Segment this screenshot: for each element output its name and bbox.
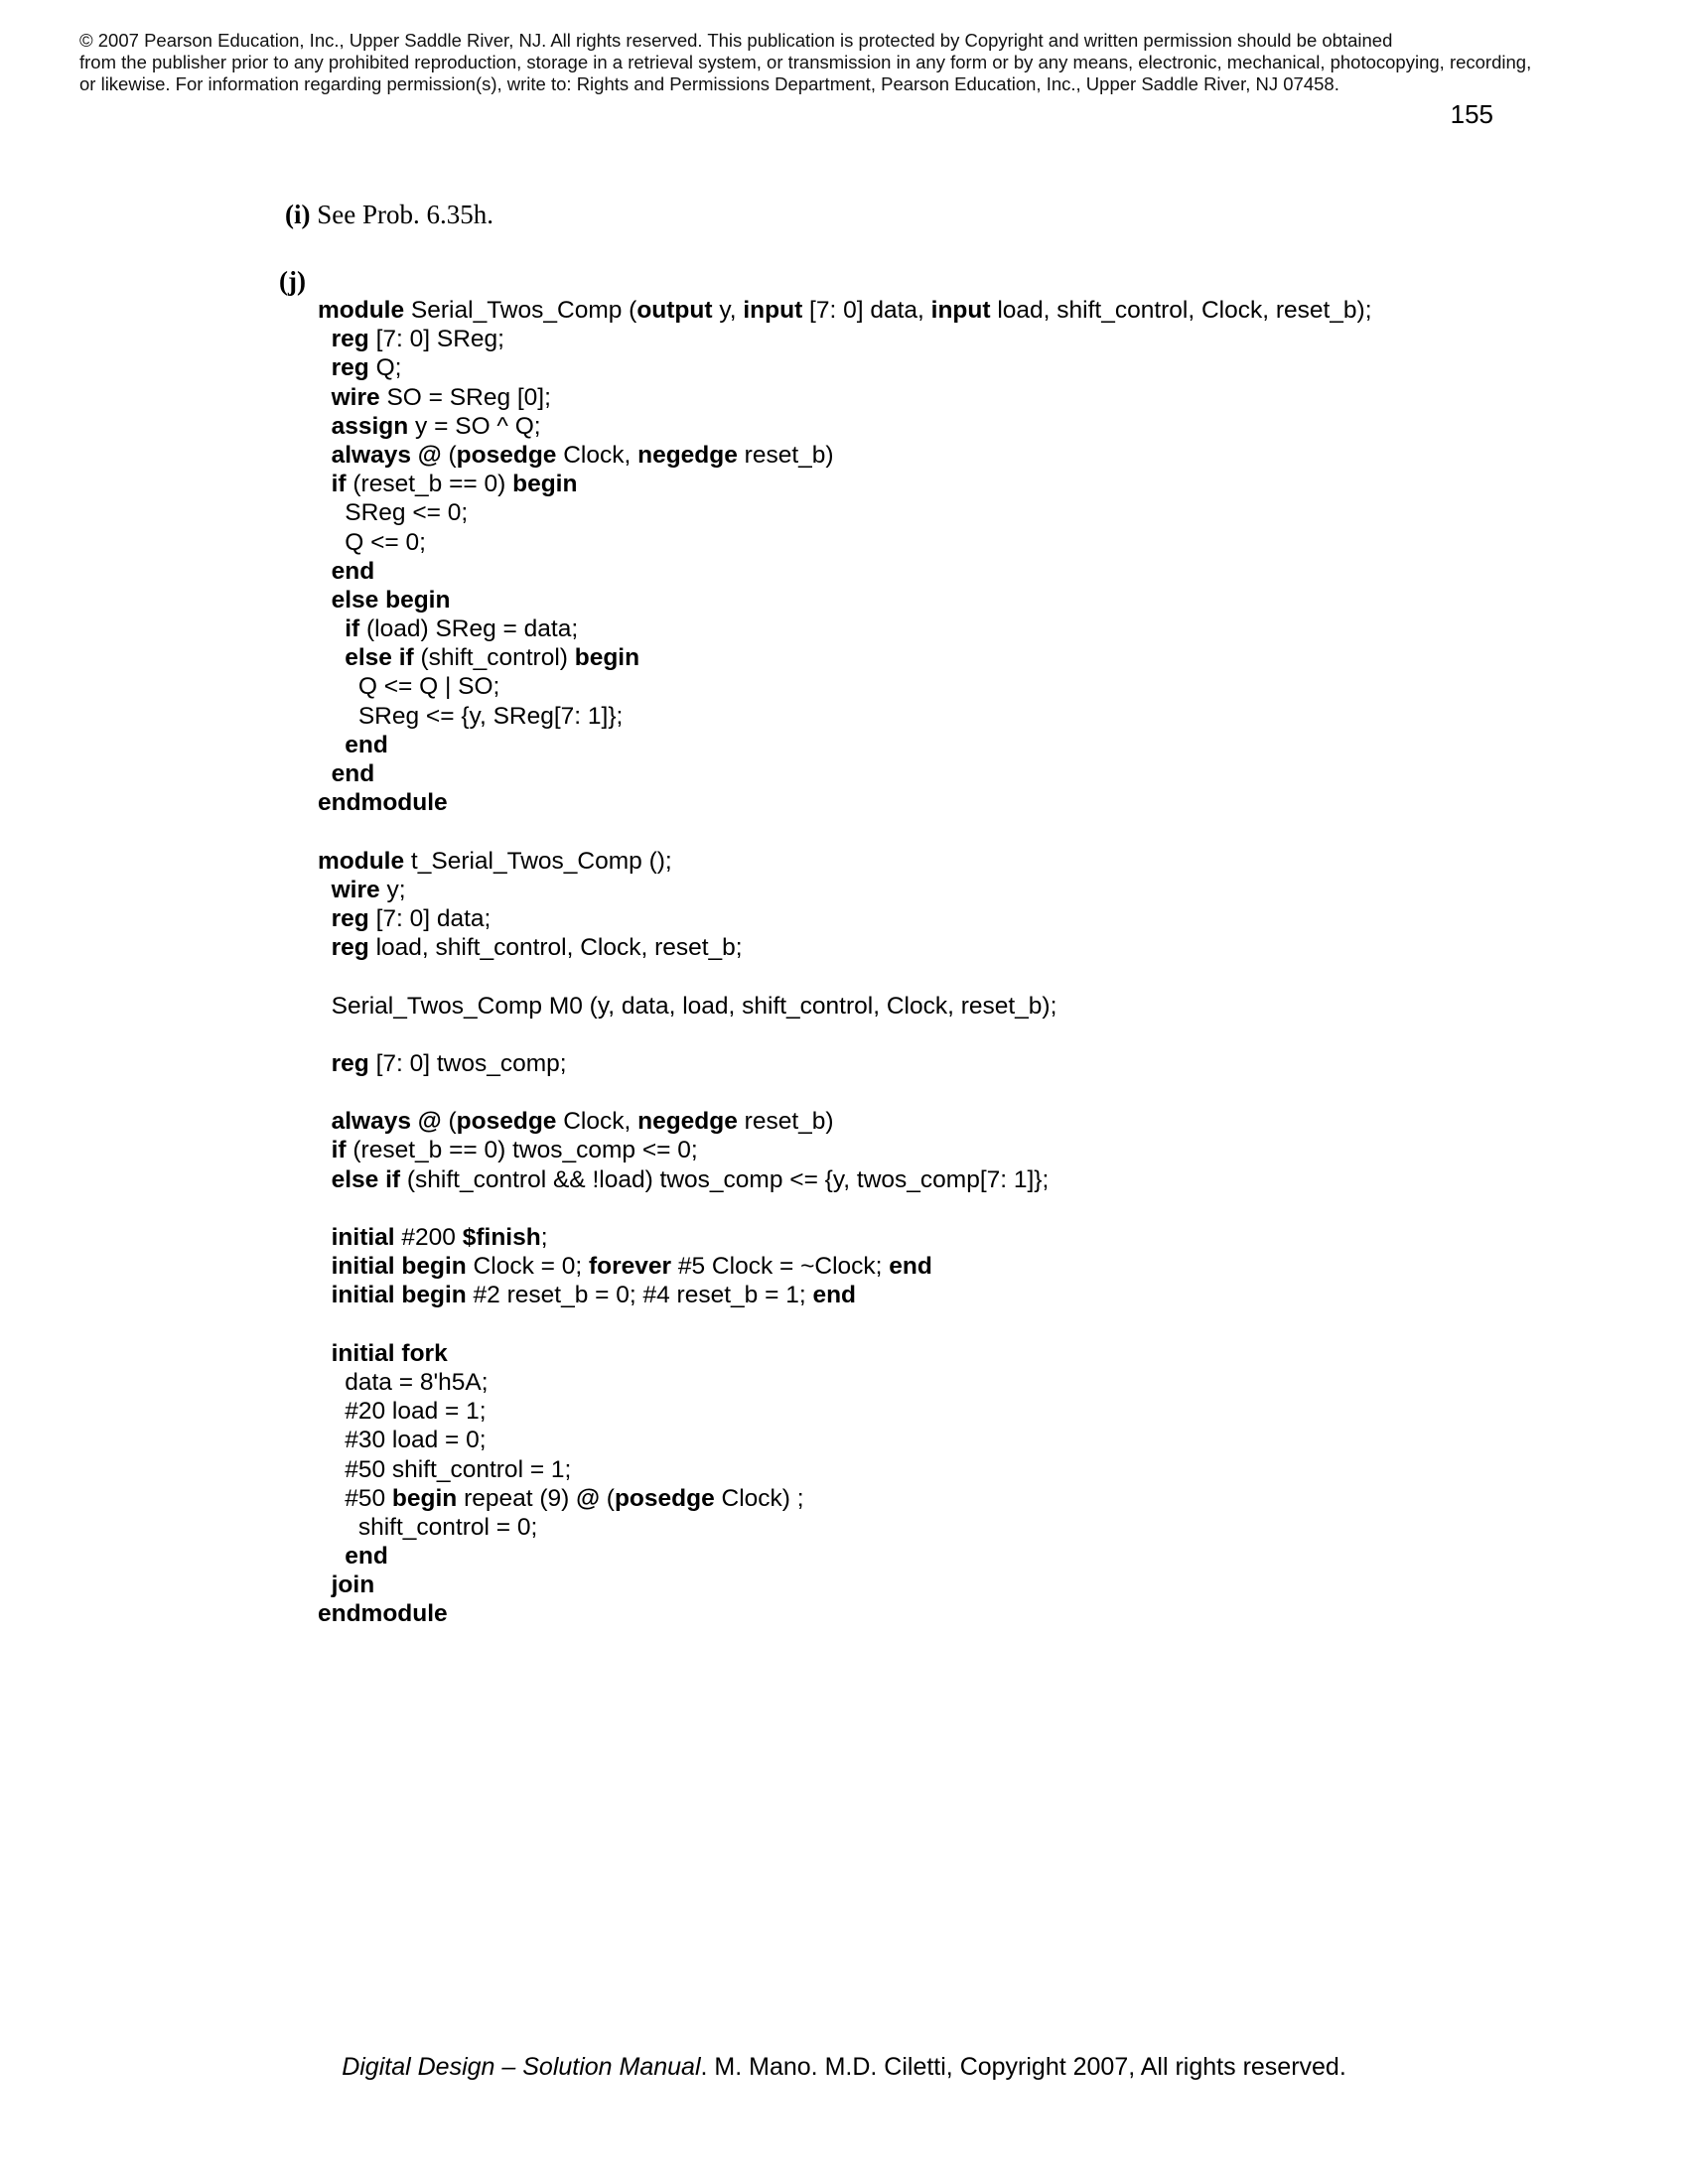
code-text: #5 Clock = ~Clock; [671,1253,890,1281]
footer-title: Digital Design – Solution Manual [342,2053,701,2081]
part-j-label: (j) [279,266,306,296]
code-line [318,643,1372,672]
code-text [318,413,332,440]
code-line [318,528,1372,557]
code-line [318,1107,1372,1136]
code-line [318,1281,1372,1309]
code-line [318,1223,1372,1252]
code-keyword: negedge [637,1108,738,1136]
code-keyword: initial begin [331,1282,467,1309]
code-keyword: initial fork [331,1339,448,1367]
code-line [318,962,1372,991]
code-line [318,1194,1372,1223]
code-line [318,498,1372,527]
code-keyword: posedge [614,1484,715,1512]
code-text: Clock, [556,1108,638,1136]
code-text: Clock, [556,441,638,469]
code-text: [7: 0] data; [368,904,492,932]
code-keyword: module [318,847,405,875]
code-line [318,1165,1372,1194]
code-text: load, shift_control, Clock, reset_b); [990,297,1372,324]
code-text: [7: 0] twos_comp; [368,1049,567,1077]
code-line [318,383,1372,412]
code-text: SReg <= 0; [318,499,469,527]
code-line [318,876,1372,904]
code-text [318,905,332,932]
code-text: SO = SReg [0]; [379,383,551,411]
page-footer [0,2052,1688,2082]
code-keyword: end [889,1253,932,1281]
code-text: Clock = 0; [466,1253,589,1281]
code-line [318,1136,1372,1164]
code-keyword: $finish [462,1224,541,1251]
code-text: #50 shift_control = 1; [318,1455,572,1483]
code-keyword: negedge [637,441,738,469]
code-line [318,1426,1372,1454]
code-keyword: begin [574,644,640,672]
code-text [318,384,332,411]
code-keyword: reg [331,326,369,353]
code-text [318,644,345,671]
code-keyword: posedge [456,441,557,469]
code-text: [7: 0] SReg; [368,326,504,353]
code-keyword: input [930,297,991,324]
part-i-label: (i) [285,200,311,229]
code-keyword: assign [331,412,409,440]
code-text: ( [441,441,457,469]
code-keyword: endmodule [318,1600,448,1628]
code-line [318,1021,1372,1049]
code-text [318,442,332,469]
code-text [318,615,345,642]
code-text [318,1050,332,1077]
code-keyword: @ [576,1484,600,1512]
code-keyword: always @ [331,1108,442,1136]
code-line [318,904,1372,933]
code-line [318,1484,1372,1513]
code-text: ( [600,1484,615,1512]
code-keyword: reg [331,904,369,932]
code-line [318,992,1372,1021]
code-keyword: end [345,731,388,758]
code-keyword: end [331,557,375,585]
code-text [318,354,332,381]
code-text [318,1166,332,1193]
code-line [318,586,1372,614]
code-line [318,1078,1372,1107]
code-keyword: else if [345,644,414,672]
code-text: load, shift_control, Clock, reset_b; [368,934,743,962]
code-line [318,1570,1372,1599]
code-text: Q <= Q | SO; [318,673,500,701]
code-keyword: input [743,297,803,324]
code-line [318,1542,1372,1570]
footer-rest: . M. Mano. M.D. Ciletti, Copyright 2007, All rights reserved. [700,2053,1346,2081]
code-line [318,470,1372,498]
code-line [318,1339,1372,1368]
code-keyword: if [331,471,347,498]
code-text: Serial_Twos_Comp M0 (y, data, load, shift_control, Clock, reset_b); [318,992,1057,1020]
code-text: #20 load = 1; [318,1398,487,1426]
code-line [318,325,1372,353]
code-line [318,817,1372,846]
code-text: y = SO ^ Q; [408,412,541,440]
code-keyword: end [345,1543,388,1570]
code-line [318,759,1372,788]
code-text: #2 reset_b = 0; #4 reset_b = 1; [466,1282,813,1309]
code-text [318,1543,345,1570]
code-keyword: begin [512,471,578,498]
code-text: t_Serial_Twos_Comp (); [404,847,672,875]
code-text [318,558,332,585]
code-keyword: join [331,1571,375,1599]
code-line [318,557,1372,586]
code-text: [7: 0] data, [802,297,931,324]
page-number: 155 [1450,99,1493,129]
code-keyword: if [345,615,360,643]
code-text: y; [379,876,406,903]
code-keyword: wire [331,383,380,411]
code-keyword: reg [331,934,369,962]
code-line [318,847,1372,876]
code-keyword: if [331,1137,347,1164]
code-text: ( [441,1108,457,1136]
code-keyword: else begin [331,586,451,614]
code-text: #200 [394,1224,463,1251]
code-line [318,1049,1372,1078]
code-keyword: initial [331,1224,395,1251]
code-line [318,441,1372,470]
code-line [318,933,1372,962]
part-i [285,199,493,230]
code-line [318,1310,1372,1339]
code-text: y, [712,297,744,324]
copyright-line: © 2007 Pearson Education, Inc., Upper Saddle River, NJ. All rights reserved. This publication is protected by Copyright and written permission should be obtained [79,30,1393,51]
code-text: shift_control = 0; [318,1513,538,1541]
code-line [318,353,1372,382]
code-keyword: reg [331,1049,369,1077]
code-keyword: output [636,297,713,324]
code-text: reset_b) [737,1108,834,1136]
code-text [318,877,332,903]
code-text: SReg <= {y, SReg[7: 1]}; [318,702,624,730]
copyright-notice [79,30,1628,95]
code-text [318,1282,332,1308]
code-line [318,702,1372,731]
code-text: repeat (9) [457,1484,577,1512]
verilog-code-block [318,296,1372,1629]
code-keyword: wire [331,876,380,903]
code-text [318,471,332,497]
code-text: (shift_control) [413,644,575,672]
code-text: Q; [368,354,402,382]
code-line [318,1368,1372,1397]
code-keyword: else if [331,1165,401,1193]
code-keyword: forever [588,1253,672,1281]
code-text [318,934,332,961]
code-line [318,1252,1372,1281]
copyright-line: from the publisher prior to any prohibited reproduction, storage in a retrieval system, or transmission in any form or by any means, electronic, mechanical, photocopying, recording, [79,52,1532,72]
code-line [318,731,1372,759]
code-keyword: module [318,297,405,324]
code-line [318,614,1372,643]
code-text [318,760,332,787]
code-text [318,326,332,352]
code-text: (shift_control && !load) twos_comp <= {y, twos_comp[7: 1]}; [400,1165,1050,1193]
code-line [318,1455,1372,1484]
code-text: Clock) ; [714,1484,804,1512]
code-line [318,1397,1372,1426]
code-text: (reset_b == 0) twos_comp <= 0; [346,1137,698,1164]
code-text: Q <= 0; [318,528,426,556]
code-text: #50 [318,1484,392,1512]
code-keyword: endmodule [318,789,448,817]
code-text [318,732,345,758]
code-line [318,788,1372,817]
code-keyword: end [331,760,375,787]
code-text [318,1108,332,1135]
code-text [318,1253,332,1280]
code-line [318,412,1372,441]
code-line [318,296,1372,325]
code-text [318,587,332,614]
code-text: Serial_Twos_Comp ( [404,297,637,324]
code-text [318,1340,332,1367]
code-text [318,1571,332,1598]
code-keyword: always @ [331,441,442,469]
code-line [318,1513,1372,1542]
code-keyword: begin [391,1484,458,1512]
code-line [318,1599,1372,1628]
code-line [318,672,1372,701]
code-keyword: posedge [456,1108,557,1136]
code-text: ; [540,1224,548,1251]
code-text: reset_b) [737,441,834,469]
code-keyword: end [812,1282,856,1309]
code-text [318,1224,332,1251]
code-text: #30 load = 0; [318,1427,487,1454]
part-i-text: See Prob. 6.35h. [310,200,493,229]
code-text [318,1137,332,1163]
code-keyword: initial begin [331,1253,467,1281]
copyright-line: or likewise. For information regarding permission(s), write to: Rights and Permissions Department, Pearson Education, Inc., Upper Saddle River, NJ 07458. [79,73,1339,94]
code-text: (reset_b == 0) [346,471,513,498]
code-text: data = 8'h5A; [318,1368,489,1396]
code-keyword: reg [331,354,369,382]
code-text: (load) SReg = data; [359,615,579,643]
